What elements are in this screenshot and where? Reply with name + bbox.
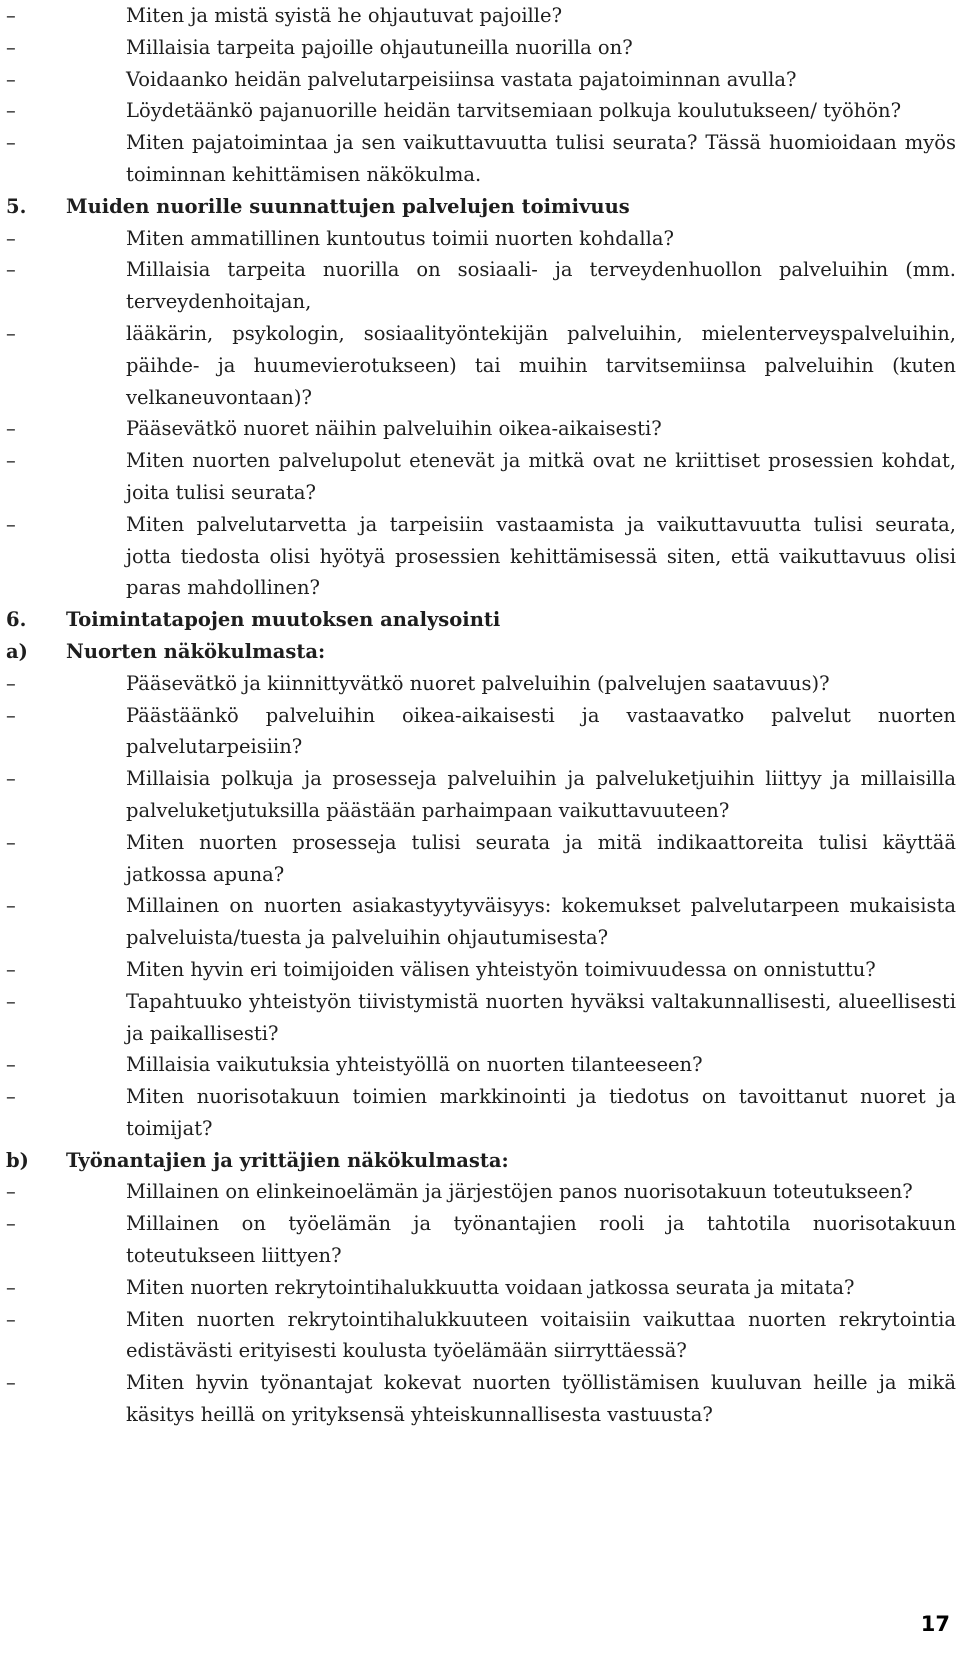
list-item-text: Millaisia polkuja ja prosesseja palveluihin ja palveluketjuihin liittyy ja millaisilla palveluketjutuksilla päästään parhaimpaan vaikuttavuuteen? [126,767,956,822]
list-item [6,413,956,445]
subsection-b-list [6,1176,956,1430]
dash-bullet: – [6,417,16,441]
dash-bullet: – [6,1085,16,1109]
list-item-text: Millainen on elinkeinoelämän ja järjestöjen panos nuorisotakuun toteutukseen? [126,1180,913,1204]
list-item-text: Miten pajatoimintaa ja sen vaikuttavuutta tulisi seurata? Tässä huomioidaan myös toiminnan kehittämisen näkökulma. [126,131,956,186]
subsection-heading-a [6,636,956,668]
list-item-text: Miten hyvin eri toimijoiden välisen yhteistyön toimivuudessa on onnistuttu? [126,957,876,981]
list-item [6,1208,956,1272]
list-item-text: Millaisia tarpeita pajoille ohjautuneilla nuorilla on? [126,35,633,59]
list-item [6,1367,956,1431]
dash-bullet: – [6,1212,16,1236]
list-item [6,509,956,604]
list-item [6,954,956,986]
dash-bullet: – [6,989,16,1013]
list-item [6,0,956,32]
bullet-list-top [6,0,956,191]
list-item-text: Miten ja mistä syistä he ohjautuvat pajoille? [126,4,563,27]
list-item [6,127,956,191]
document-page [6,0,956,1431]
section-title: Toimintatapojen muutoksen analysointi [66,608,501,632]
list-item [6,254,956,318]
subsection-heading-b [6,1145,956,1177]
list-item-text: Millaisia vaikutuksia yhteistyöllä on nuorten tilanteeseen? [126,1053,703,1077]
dash-bullet: – [6,4,16,27]
dash-bullet: – [6,1275,16,1299]
list-item-text: Millainen on nuorten asiakastyytyväisyys: kokemukset palvelutarpeen mukaisista palveluista/tuesta ja palveluihin ohjautumisesta? [126,894,956,950]
list-item-text: Miten nuorisotakuun toimien markkinointi ja tiedotus on tavoittanut nuoret ja toimijat? [126,1085,956,1140]
section-title: Muiden nuorille suunnattujen palvelujen toimivuus [66,194,630,218]
dash-bullet: – [6,957,16,981]
dash-bullet: – [6,894,16,918]
list-item [6,95,956,127]
list-item [6,445,956,509]
list-item-text: Millaisia tarpeita nuorilla on sosiaali- ja terveydenhuollon palveluihin (mm. terveydenhoitajan, [126,258,956,314]
dash-bullet: – [6,226,16,250]
dash-bullet: – [6,99,16,123]
dash-bullet: – [6,258,16,282]
list-item-text: Millainen on työelämän ja työnantajien rooli ja tahtotila nuorisotakuun toteutukseen liittyen? [126,1212,956,1268]
list-item [6,986,956,1050]
list-item [6,32,956,64]
list-item-text: Pääsevätkö ja kiinnittyvätkö nuoret palveluihin (palvelujen saatavuus)? [126,671,830,695]
list-item [6,1304,956,1368]
list-item [6,1272,956,1304]
section-5-list [6,223,956,605]
section-heading-5 [6,191,956,223]
dash-bullet: – [6,671,16,695]
dash-bullet: – [6,830,16,854]
dash-bullet: – [6,449,16,473]
dash-bullet: – [6,1053,16,1077]
list-item [6,668,956,700]
list-item-text: lääkärin, psykologin, sosiaalityöntekijän palveluihin, mielenterveyspalveluihin, päihde- ja huumevierotukseen) tai muihin tarvitsemiinsa palveluihin (kuten velkaneuvontaan)? [126,321,956,409]
list-item-text: Tapahtuuko yhteistyön tiivistymistä nuorten hyväksi valtakunnallisesti, alueellisesti ja paikallisesti? [126,989,956,1045]
list-item-text: Miten nuorten palvelupolut etenevät ja mitkä ovat ne kriittiset prosessien kohdat, joita tulisi seurata? [126,449,956,504]
dash-bullet: – [6,1371,16,1395]
list-item [6,223,956,255]
dash-bullet: – [6,321,16,345]
section-number: 6. [6,608,27,632]
section-number: 5. [6,194,27,218]
list-item-text: Miten nuorten rekrytointihalukkuuteen voitaisiin vaikuttaa nuorten rekrytointia edistävästi erityisesti koulusta työelämään siirryttäessä? [126,1307,956,1363]
list-item [6,890,956,954]
list-item-text: Miten hyvin työnantajat kokevat nuorten työllistämisen kuuluvan heille ja mikä käsitys heillä on yrityksensä yhteiskunnallisesta vastuusta? [126,1371,956,1427]
list-item [6,700,956,764]
list-item-text: Päästäänkö palveluihin oikea-aikaisesti ja vastaavatko palvelut nuorten palvelutarpeisiin? [126,703,956,759]
list-item [6,1049,956,1081]
list-item [6,827,956,891]
dash-bullet: – [6,131,16,155]
section-heading-6 [6,604,956,636]
dash-bullet: – [6,35,16,59]
list-item-text: Voidaanko heidän palvelutarpeisiinsa vastata pajatoiminnan avulla? [126,67,797,91]
dash-bullet: – [6,512,16,536]
list-item [6,64,956,96]
list-item-text: Pääsevätkö nuoret näihin palveluihin oikea-aikaisesti? [126,417,662,441]
list-item [6,1081,956,1145]
list-item [6,763,956,827]
list-item [6,1176,956,1208]
list-item-text: Miten nuorten prosesseja tulisi seurata ja mitä indikaattoreita tulisi käyttää jatkossa apuna? [126,830,956,886]
dash-bullet: – [6,767,16,791]
dash-bullet: – [6,1307,16,1331]
dash-bullet: – [6,1180,16,1204]
list-item-text: Miten ammatillinen kuntoutus toimii nuorten kohdalla? [126,226,674,250]
subsection-label: a) [6,639,28,663]
subsection-a-list [6,668,956,1145]
page-number: 17 [920,1612,950,1636]
subsection-title: Nuorten näkökulmasta: [66,639,326,663]
list-item-text: Löydetäänkö pajanuorille heidän tarvitsemiaan polkuja koulutukseen/ työhön? [126,99,902,123]
list-item-text: Miten nuorten rekrytointihalukkuutta voidaan jatkossa seurata ja mitata? [126,1275,855,1299]
list-item-text: Miten palvelutarvetta ja tarpeisiin vastaamista ja vaikuttavuutta tulisi seurata, jotta tiedosta olisi hyötyä prosessien kehittämisessä siten, että vaikuttavuus olisi paras mahdollinen? [126,512,956,600]
dash-bullet: – [6,703,16,727]
subsection-title: Työnantajien ja yrittäjien näkökulmasta: [66,1148,509,1172]
subsection-label: b) [6,1148,29,1172]
list-item [6,318,956,413]
dash-bullet: – [6,67,16,91]
